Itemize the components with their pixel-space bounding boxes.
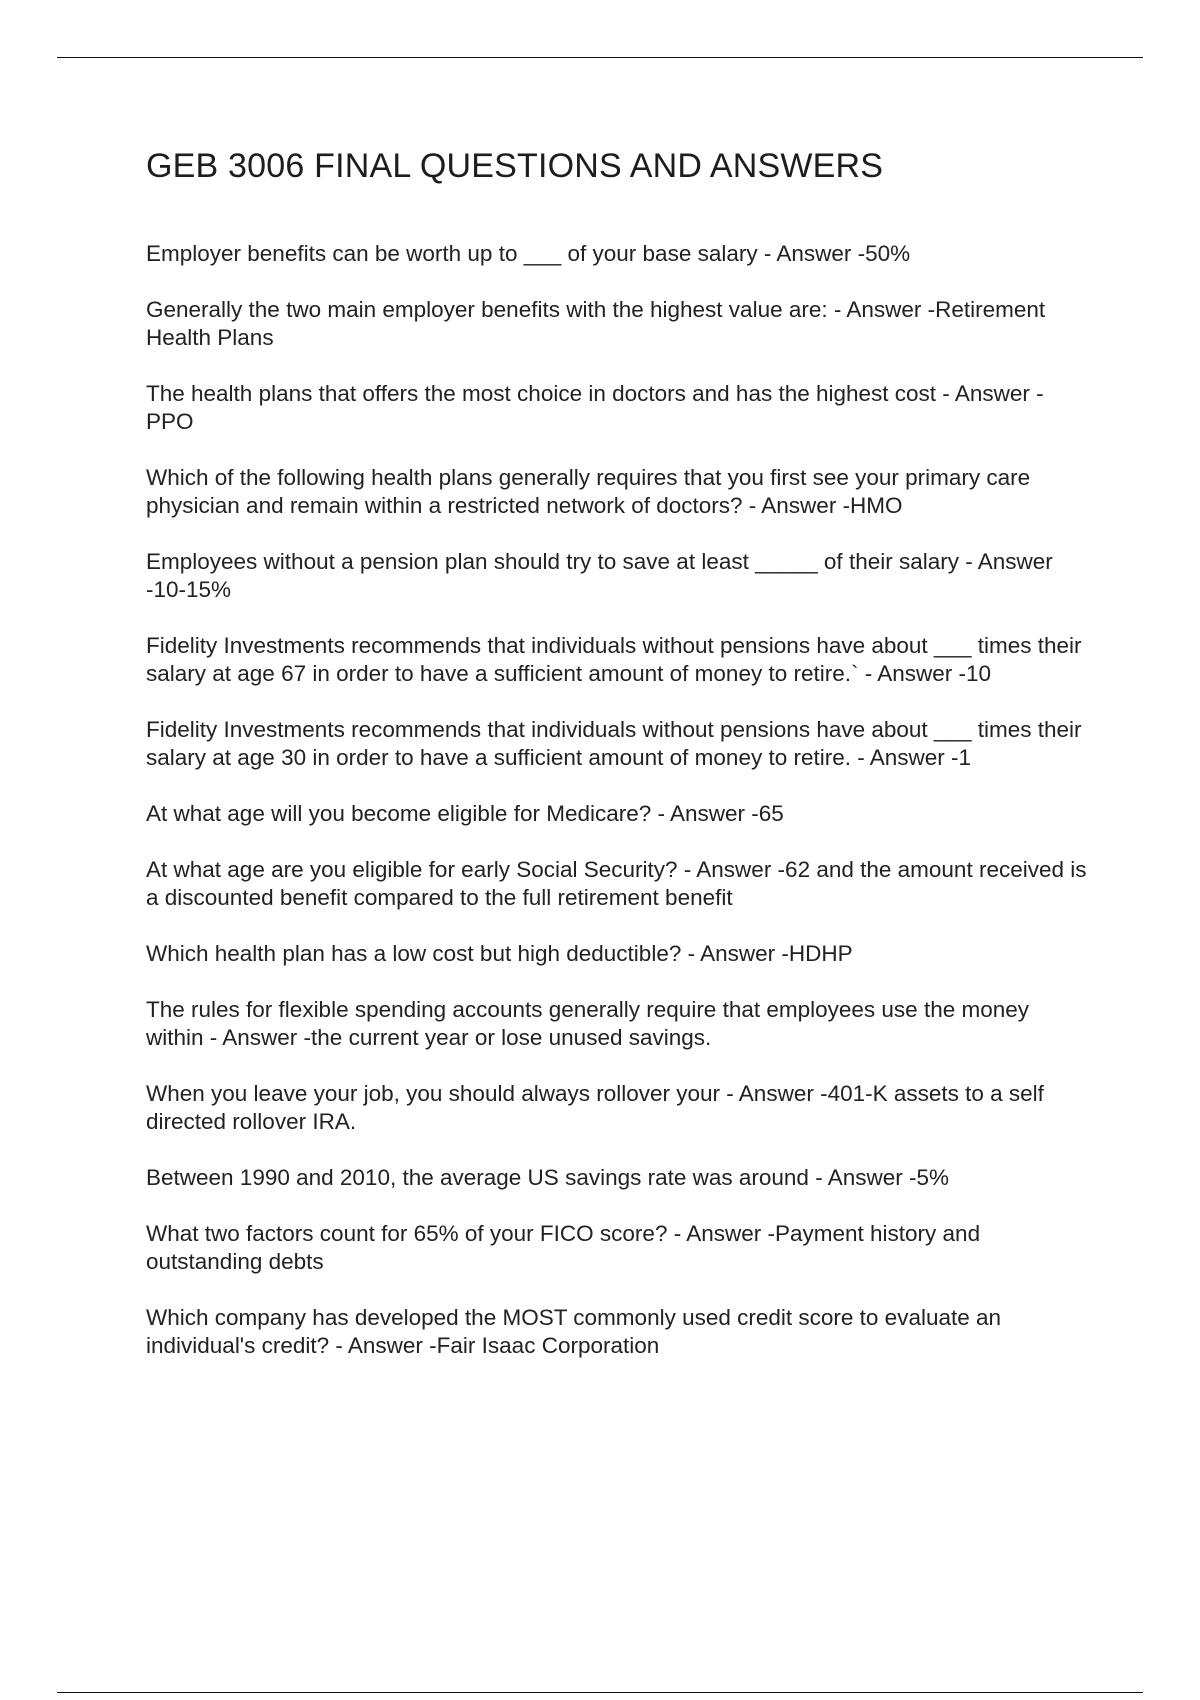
qa-item: At what age are you eligible for early Social Security? - Answer -62 and the amount received is a discounted benefit compared to the full retirement benefit xyxy=(146,857,1087,910)
qa-item: The rules for flexible spending accounts generally require that employees use the money within - Answer -the current year or lose unused savings. xyxy=(146,997,1030,1050)
top-rule xyxy=(57,57,1143,58)
qa-item: At what age will you become eligible for Medicare? - Answer -65 xyxy=(146,801,784,826)
qa-item: Employer benefits can be worth up to ___ of your base salary - Answer -50% xyxy=(146,241,911,266)
qa-item: Fidelity Investments recommends that individuals without pensions have about ___ times their salary at age 67 in order to have a sufficient amount of money to retire.` - Answer -10 xyxy=(146,633,1082,686)
qa-item: When you leave your job, you should always rollover your - Answer -401-K assets to a self directed rollover IRA. xyxy=(146,1081,1044,1134)
qa-item: Which company has developed the MOST commonly used credit score to evaluate an individual's credit? - Answer -Fair Isaac Corporation xyxy=(146,1305,1002,1358)
qa-item: What two factors count for 65% of your FICO score? - Answer -Payment history and outstanding debts xyxy=(146,1221,981,1274)
qa-item: Fidelity Investments recommends that individuals without pensions have about ___ times their salary at age 30 in order to have a sufficient amount of money to retire. - Answer -1 xyxy=(146,717,1082,770)
qa-item: Which health plan has a low cost but high deductible? - Answer -HDHP xyxy=(146,941,853,966)
qa-item: Which of the following health plans generally requires that you first see your primary care physician and remain within a restricted network of doctors? - Answer -HMO xyxy=(146,465,1031,518)
qa-item: Between 1990 and 2010, the average US savings rate was around - Answer -5% xyxy=(146,1165,949,1190)
qa-item: Employees without a pension plan should try to save at least _____ of their salary - Answer -10-15% xyxy=(146,549,1053,602)
bottom-rule xyxy=(57,1692,1143,1693)
qa-item: Generally the two main employer benefits with the highest value are: - Answer -Retirement Health Plans xyxy=(146,297,1046,350)
document-title: GEB 3006 FINAL QUESTIONS AND ANSWERS xyxy=(146,147,884,185)
document-body xyxy=(146,140,1091,1388)
qa-list xyxy=(146,240,1091,1360)
qa-item: The health plans that offers the most choice in doctors and has the highest cost - Answer -PPO xyxy=(146,381,1044,434)
